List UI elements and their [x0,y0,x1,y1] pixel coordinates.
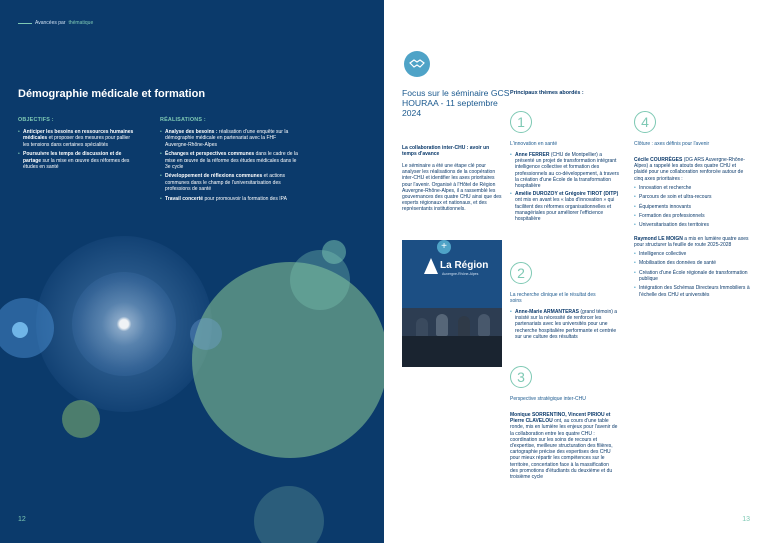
photo-region-sub: Auvergne-Rhône-Alpes [442,272,479,276]
photo-table [402,336,502,367]
realisation-item: • Développement de réflexions communes et actions communes dans le champ de l'universitarisation des professions de santé [160,173,300,192]
theme-title-3: Perspective stratégique inter-CHU [510,396,586,402]
theme-entry: • Amélie DUROZOY et Grégoire TIROT (DITP) ont mis en avant les « labs d'innovation » qui facilitent des réformes organisationnelles et managériales pour améliorer l'efficience hospitalière [510,191,620,222]
photo-person [478,314,490,336]
axe2-item: • Intelligence collective [634,251,750,257]
axe-item: • Innovation et recherche [634,185,750,191]
axe2-item: • Création d'une École régionale de transformation publique [634,270,750,282]
deco-circle-blue-dot [12,322,28,338]
page-number-left: 12 [18,516,26,523]
objectifs-section [18,117,134,173]
theme-number-1: 1 [510,111,532,133]
theme4-intro: Cécile COURRÈGES (DG ARS Auvergne-Rhône-Alpes) a rappelé les atouts des quatre CHU et plaidé pour une collaboration renforcée autour de cinq axes prioritaires : [634,157,745,182]
theme-entry: • Anne-Marie ARMANTERAS (grand témoin) a insisté sur la nécessité de renforcer les partenariats avec les universités pour une recherche hospitalière performante et centrée sur une culture des résultats [510,309,618,340]
theme-title-2: La recherche clinique et le résultat des soins [510,292,596,304]
axe-item: • Formation des professionnels [634,213,750,219]
realisation-item: • Analyse des besoins : réalisation d'une enquête sur la démographie médicale en partenariat avec la FHF Auvergne-Rhône-Alpes [160,129,300,148]
breadcrumb [18,20,93,26]
deco-circle-olive [62,400,100,438]
collab-title: La collaboration inter-CHU : avoir un temps d'avance [402,145,490,158]
realisations-heading: RÉALISATIONS : [160,117,206,123]
realisation-item: • Échanges et perspectives communes dans le cadre de la mise en œuvre de la réforme des études médicales dans le 3e cycle [160,151,300,170]
theme-body-3: Monique SORRENTINO, Vincent PIRIOU et Pierre CLAVELOU ont, au cours d'une table ronde, mis en lumière les enjeux pour l'avenir de la collaboration entre les quatre CHU : coordination sur les soins de recours et d'expertise, meilleure structuration des filières, cartographie précise des expertises des CHU pour mieux répartir les compétences sur le territoire, concertation face à la massification des promotions d'étudiants du deuxième et du troisième cycle [510,412,618,481]
objectif-item: • Poursuivre les temps de discussion et de partage sur la mise en œuvre des réformes des études en santé [18,151,134,170]
objectifs-heading: OBJECTIFS : [18,117,54,123]
breadcrumb-prefix: Avancées par [35,20,66,26]
theme-title-4: Clôture : axes définis pour l'avenir [634,141,710,147]
page-title: Démographie médicale et formation [18,88,206,100]
axe-item: • Équipements innovants [634,204,750,210]
photo-person [436,314,448,336]
right-page [384,0,768,543]
theme-number-4: 4 [634,111,656,133]
objectif-item: • Anticiper les besoins en ressources humaines médicales et proposer des mesures pour pallier les tensions dans certaines spécialités [18,129,134,148]
axe-item: • Universitarisation des territoires [634,222,750,228]
theme-body-2 [510,309,618,342]
region-logo-icon [424,258,438,274]
theme-title-1: L'innovation en santé [510,141,558,147]
seminar-photo [402,240,502,367]
theme-number-3: 3 [510,366,532,388]
realisation-item: • Travail concerté pour promouvoir la formation des IPA [160,196,300,202]
page-number-right: 13 [742,516,750,523]
theme-body-4 [634,157,750,301]
plus-icon: + [437,240,451,254]
themes-heading: Principaux thèmes abordés : [510,90,584,96]
photo-person [458,316,470,338]
deco-circle-faint [254,486,324,543]
axe2-item: • Mobilisation des données de santé [634,260,750,266]
collab-body: Le séminaire a été une étape clé pour analyser les réalisations de la coopération inter-CHU et identifier les axes prioritaires pour l'avenir. Organisé à l'Hôtel de Région Auvergne-Rhône-Alpes, il a rassemblé les gouvernances des quatre CHU ainsi que des experts régionaux et nationaux, et des représentants institutionnels. [402,163,502,213]
breadcrumb-highlight: thématique [68,20,94,26]
deco-circle-ring [72,272,176,376]
deco-circle-mid [190,318,222,350]
axe-item: • Parcours de soin et ultra-recours [634,194,750,200]
theme4-second: Raymond LE MOIGN a mis en lumière quatre axes pour structurer la feuille de route 2025-2028 [634,235,749,248]
handshake-icon [404,51,430,77]
photo-region-label: La Région [440,260,489,271]
theme-number-2: 2 [510,262,532,284]
focus-title: Focus sur le séminaire GCS HOURAA - 11 septembre 2024 [402,88,510,118]
theme-body-1 [510,152,620,224]
breadcrumb-line [18,23,32,24]
deco-circle-green [192,262,384,458]
theme-entry: • Anne FERRER (CHU de Montpellier) a présenté un projet de transformation intégrant intelligence collective et formation des professionnels au co-développement, à travers la création d'une École de la transformation hospitalière [510,152,620,189]
deco-circle-teal-small [322,240,346,264]
realisations-section [160,117,300,205]
axe2-item: • Intégration des Schémas Directeurs Immobiliers à l'échelle des CHU et universités [634,285,750,297]
